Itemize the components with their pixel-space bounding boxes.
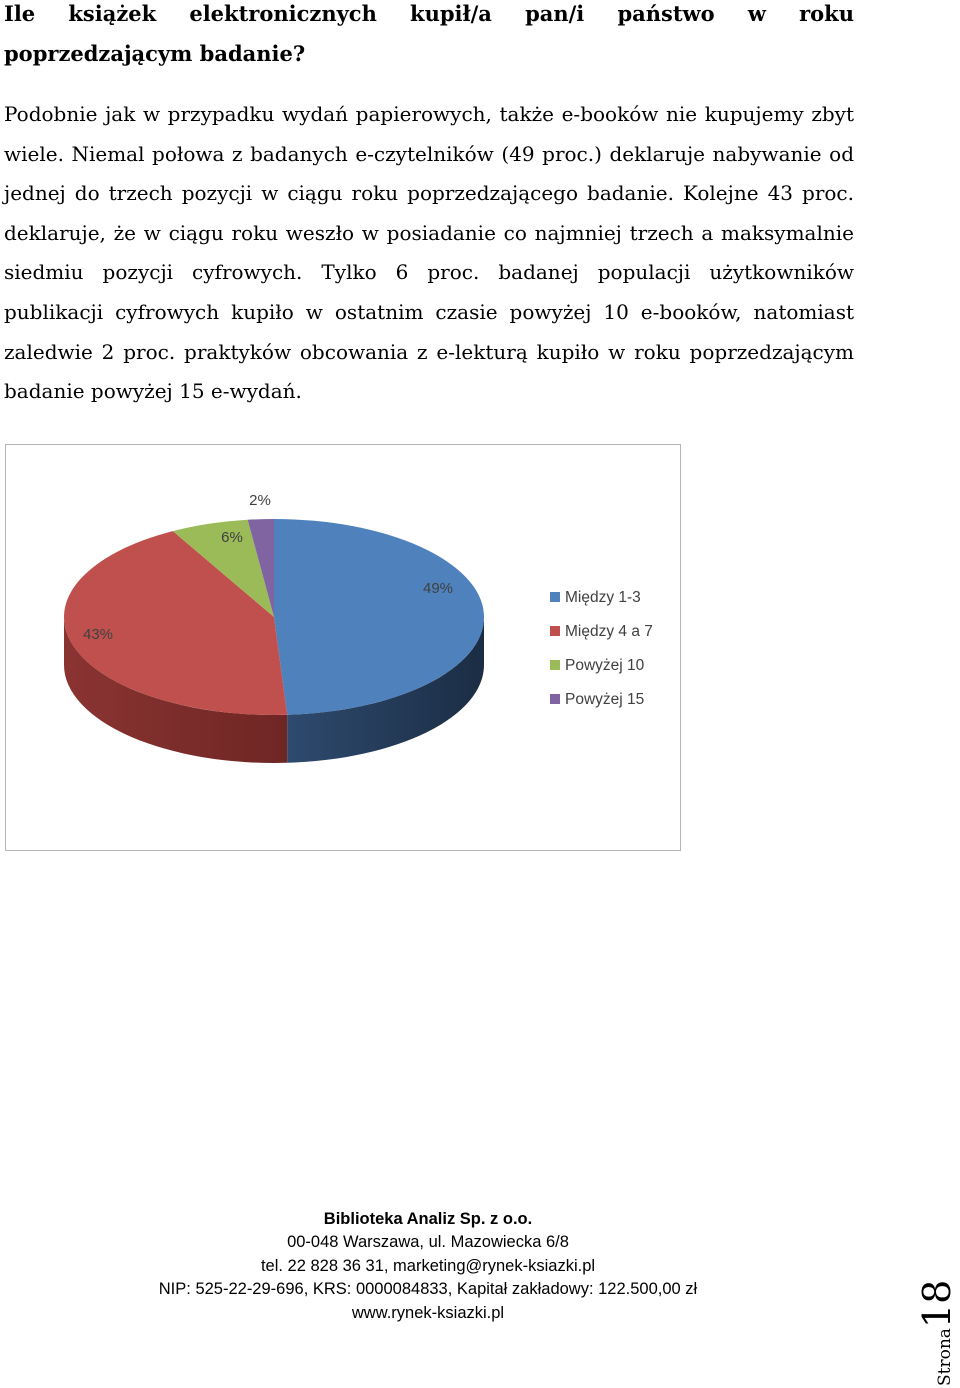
data-label-powyzej-10: 6% — [221, 529, 243, 546]
legend-swatch-1-3 — [550, 592, 560, 602]
data-label-powyzej-15: 2% — [249, 492, 271, 509]
pie-chart — [5, 444, 681, 851]
data-label-4-a-7: 43% — [82, 626, 114, 643]
legend-label-powyzej-10: Powyżej 10 — [565, 657, 645, 674]
legend-swatch-powyzej-15 — [550, 694, 560, 704]
data-label-1-3: 49% — [422, 580, 454, 597]
footer-address: 00-048 Warszawa, ul. Mazowiecka 6/8 — [287, 1233, 569, 1252]
legend-label-1-3: Między 1-3 — [565, 589, 641, 606]
legend-swatch-4-a-7 — [550, 626, 560, 636]
page-label: Strona — [935, 1328, 955, 1386]
footer-website: www.rynek-ksiazki.pl — [351, 1303, 505, 1322]
footer-company: Biblioteka Analiz Sp. z o.o. — [323, 1210, 533, 1228]
pie-chart-canvas — [6, 445, 680, 850]
footer-contact: tel. 22 828 36 31, marketing@rynek-ksiazki.pl — [260, 1256, 596, 1275]
legend-label-powyzej-15: Powyżej 15 — [565, 691, 645, 708]
footer — [0, 1208, 856, 1325]
footer-registry: NIP: 525-22-29-696, KRS: 0000084833, Kapitał zakładowy: 122.500,00 zł — [158, 1280, 698, 1299]
legend-label-4-a-7: Między 4 a 7 — [565, 623, 653, 640]
page-number — [915, 1236, 959, 1386]
body-paragraph: Podobnie jak w przypadku wydań papierowych, także e-booków nie kupujemy zbyt wiele. Niemal połowa z badanych e-czytelników (49 proc.) deklaruje nabywanie od jednej do trzech pozycji w ciągu roku poprzedzającego badanie. Kolejne 43 proc. deklaruje, że w ciągu roku weszło w posiadanie co najmniej trzech a maksymalnie siedmiu pozycji cyfrowych. Tylko 6 proc. badanej populacji użytkowników publikacji cyfrowych kupiło w ostatnim czasie powyżej 10 e-booków, natomiast zaledwie 2 proc. praktyków obcowania z e-lekturą kupiło w roku poprzedzającym badanie powyżej 15 e-wydań. — [4, 102, 854, 404]
question-heading: Ile książek elektronicznych kupił/a pan/i państwo w roku poprzedzającym badanie? — [4, 1, 854, 66]
page-number-value: 18 — [915, 1279, 959, 1329]
legend-swatch-powyzej-10 — [550, 660, 560, 670]
